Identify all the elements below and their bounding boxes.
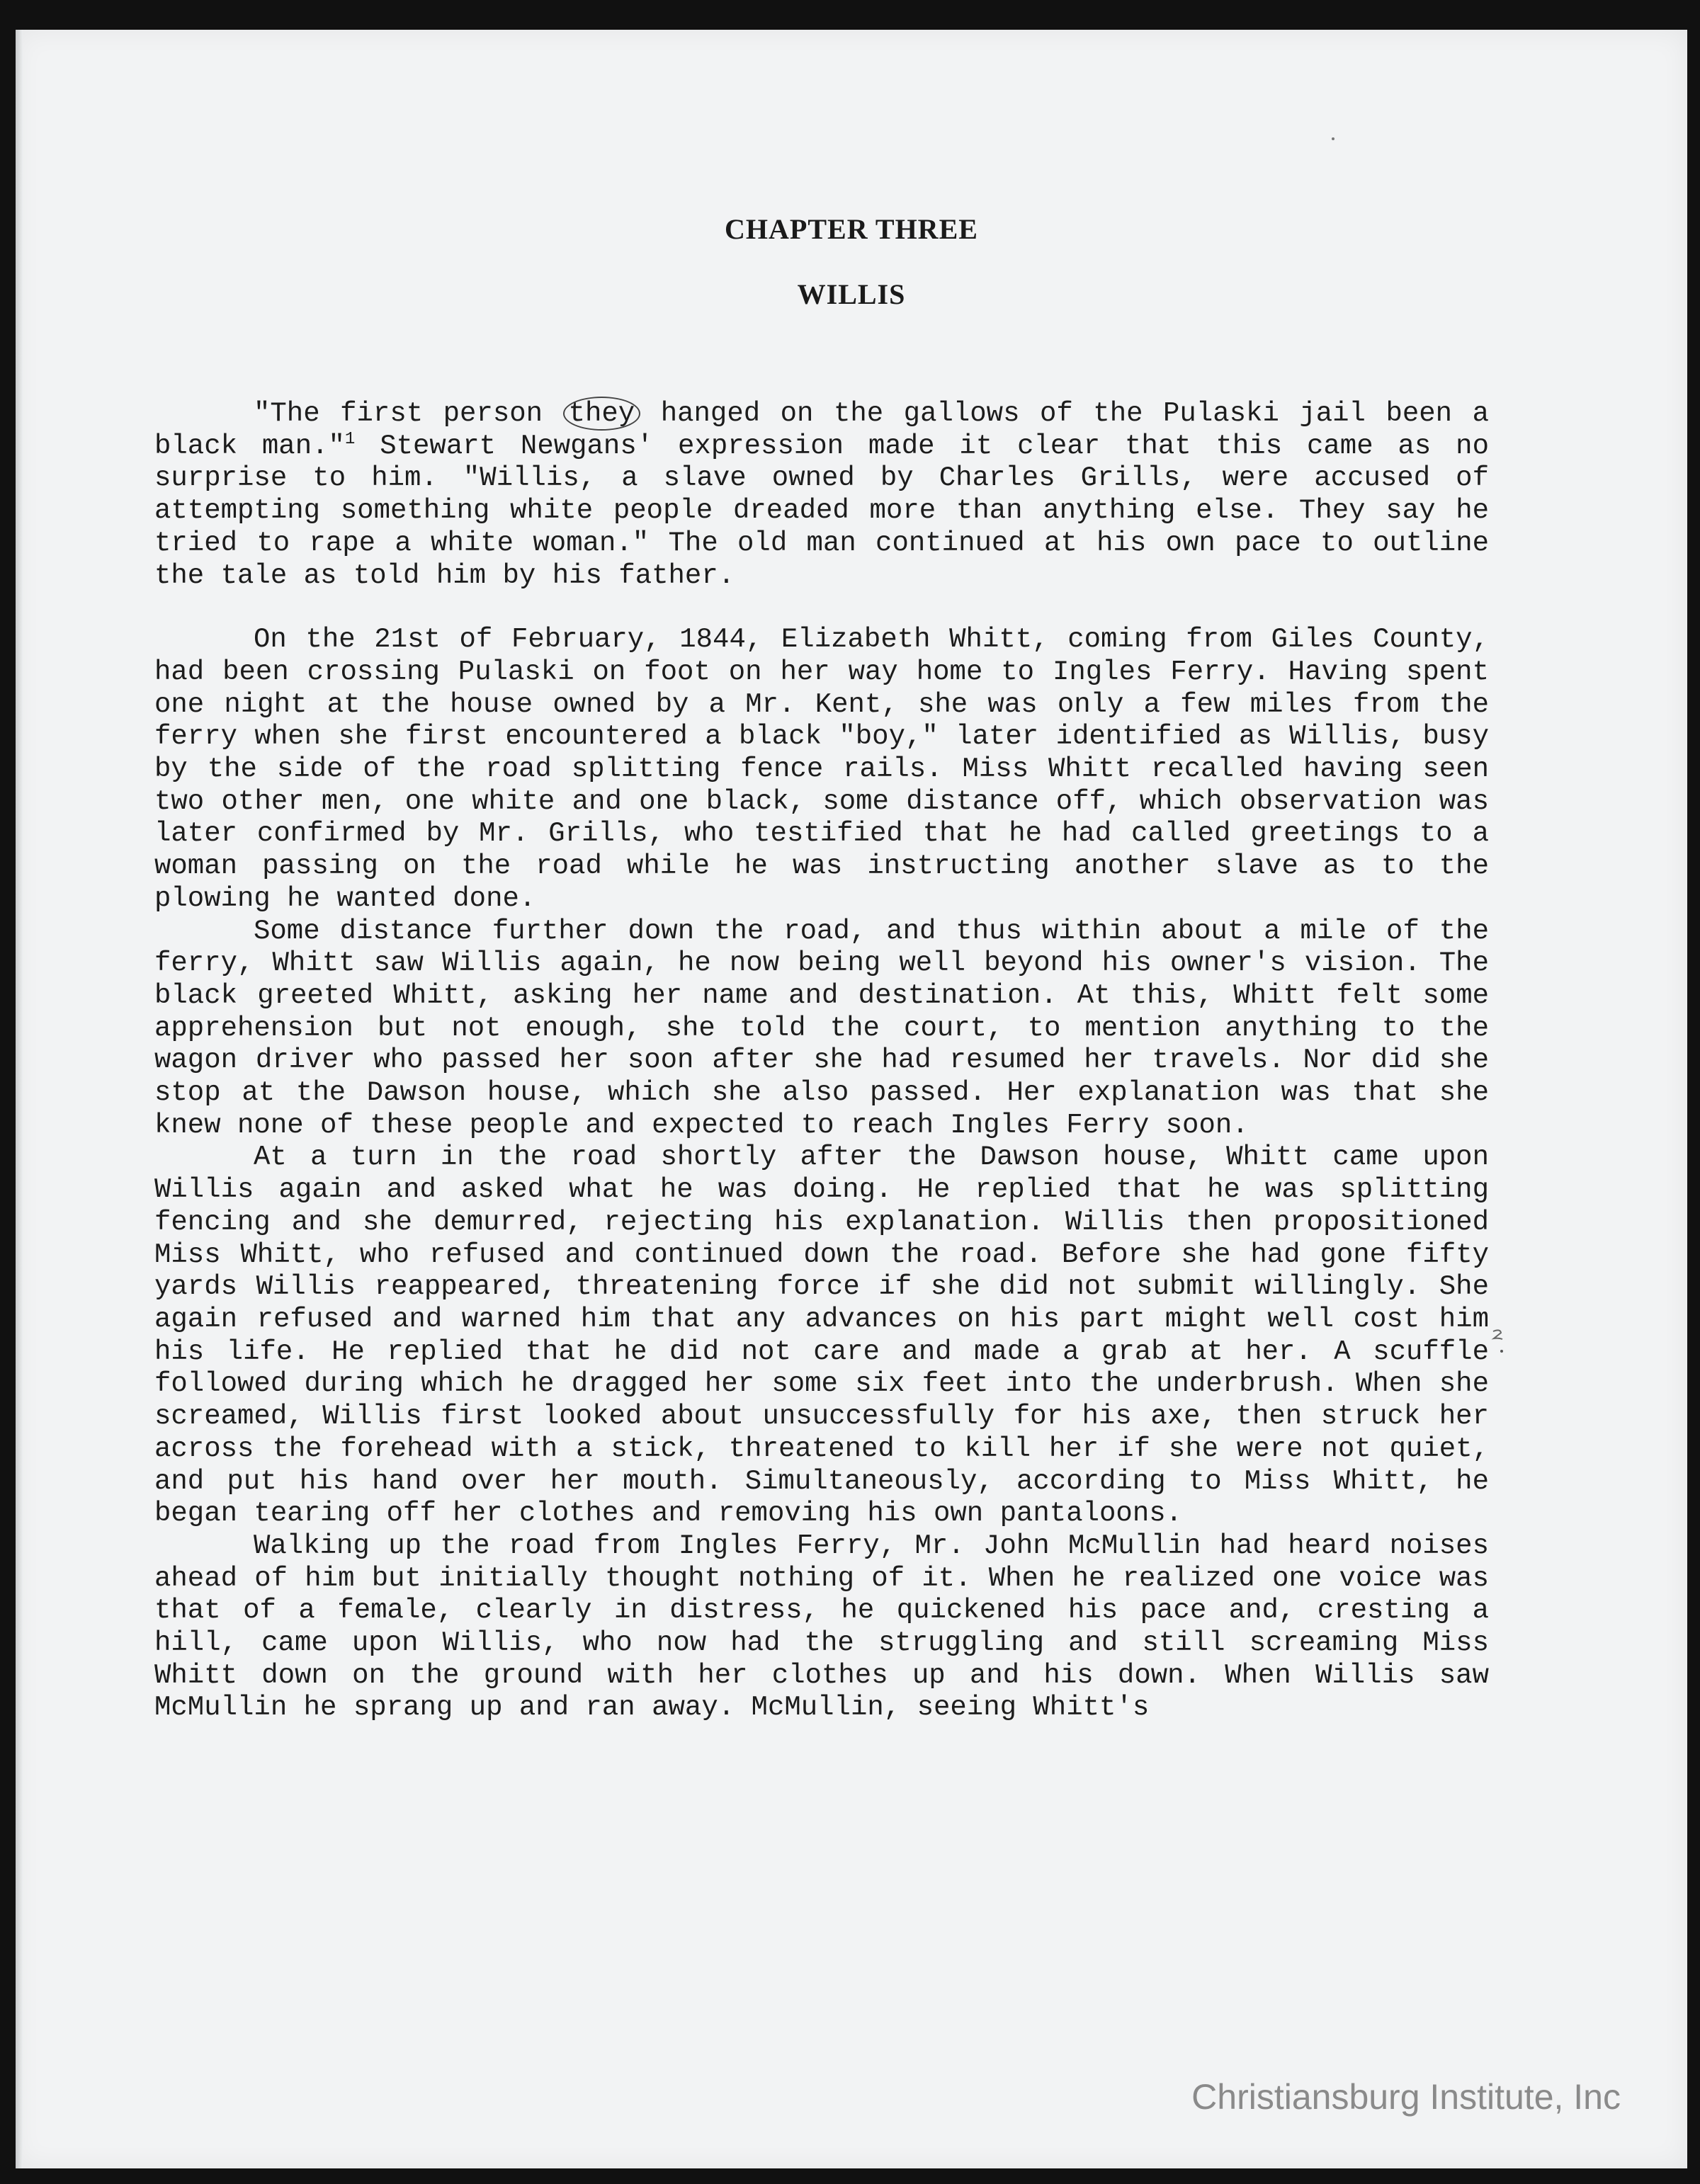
paragraph-3: Some distance further down the road, and thus within about a mile of the ferry, Whitt saw Willis again, he now being well beyond his owner's vision. The black greeted Whitt, asking her name and destination. At this, Whitt felt some apprehension but not enough, she told the court, to mention anything to the wagon driver who passed her soon after she had resumed her travels. Nor did she stop at the Dawson house, which she also passed. Her explanation was that she knew none of these people and expected to reach Ingles Ferry soon. [154, 915, 1489, 1141]
chapter-title: CHAPTER THREE [725, 213, 978, 245]
page-edge [16, 30, 23, 2168]
paragraph-gap [154, 592, 1489, 624]
paragraph-1-text-middle: hanged on the gallows of the Pulaski jail been a black man." [154, 398, 1489, 462]
paragraph-1 [154, 398, 1489, 592]
paragraph-1-text-end: Stewart Newgans' expression made it clear that this came as no surprise to him. "Willis, a slave owned by Charles Grills, were accused of attempting something white people dreaded more than anything else. They say he tried to rape a white woman." The old man continued at his own pace to outline the tale as told him by his father. [154, 430, 1489, 591]
document-page [16, 30, 1687, 2168]
circled-word: they [563, 397, 641, 431]
paper-speck [1332, 137, 1334, 140]
paragraph-1-text-start: "The first person [254, 398, 563, 429]
footnote-marker: 1 [344, 429, 356, 449]
margin-pencil-mark [1490, 1327, 1506, 1358]
paragraph-2: On the 21st of February, 1844, Elizabeth Whitt, coming from Giles County, had been crossing Pulaski on foot on her way home to Ingles Ferry. Having spent one night at the house owned by a Mr. Kent, she was only a few miles from the ferry when she first encountered a black "boy," later identified as Willis, busy by the side of the road splitting fence rails. Miss Whitt recalled having seen two other men, one white and one black, some distance off, which observation was later confirmed by Mr. Grills, who testified that he had called greetings to a woman passing on the road while he was instructing another slave as to the plowing he wanted done. [154, 624, 1489, 914]
paragraph-5: Walking up the road from Ingles Ferry, Mr. John McMullin had heard noises ahead of him but initially thought nothing of it. When he realized one voice was that of a female, clearly in distress, he quickened his pace and, cresting a hill, came upon Willis, who now had the struggling and still screaming Miss Whitt down on the ground with her clothes up and his down. When Willis saw McMullin he sprang up and ran away. McMullin, seeing Whitt's [154, 1530, 1489, 1724]
section-title: WILLIS [797, 278, 906, 310]
watermark: Christiansburg Institute, Inc [1191, 2077, 1621, 2117]
paragraph-4: At a turn in the road shortly after the Dawson house, Whitt came upon Willis again and asked what he was doing. He replied that he was splitting fencing and she demurred, rejecting his explanation. Willis then propositioned Miss Whitt, who refused and continued down the road. Before she had gone fifty yards Willis reappeared, threatening force if she did not submit willingly. She again refused and warned him that any advances on his part might well cost him his life. He replied that he did not care and made a grab at her. A scuffle followed during which he dragged her some six feet into the underbrush. When she screamed, Willis first looked about unsuccessfully for his axe, then struck her across the forehead with a stick, threatened to kill her if she were not quiet, and put his hand over her mouth. Simultaneously, according to Miss Whitt, he began tearing off her clothes and removing his own pantaloons. [154, 1142, 1489, 1530]
body-text [154, 398, 1489, 1724]
